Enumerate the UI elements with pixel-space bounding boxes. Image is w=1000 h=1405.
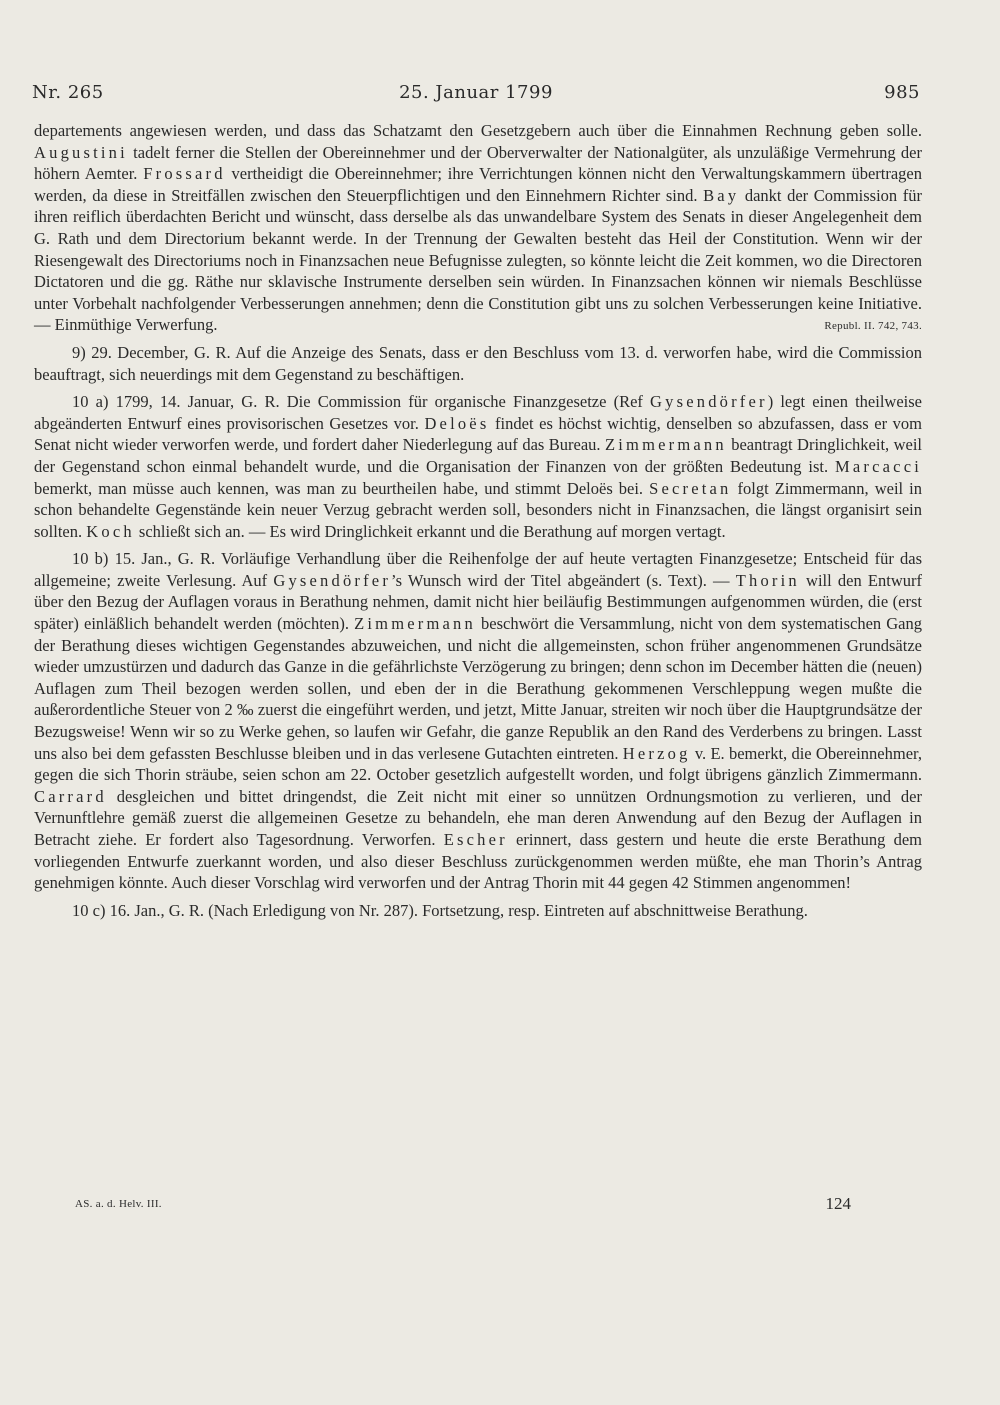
text-run: desgleichen und bittet dringendst, die Zeit nicht mit einer so unnützen Ordnungsmotion zu verlieren, und der Vernunftlehre gemäß zuerst die allgemeinen Gesetze zu behandeln, ehe man deren Anwendung auf den Bezug der Auflagen in Betracht ziehe. Er fordert also Tagesordnung. Verworfen. bbox=[34, 786, 922, 849]
text-run: 10 b) 15. Jan., G. R. Vorläufige Verhandlung über die Reihenfolge der auf heute vertagten Finanzgesetze; Entscheid für das allgemeine; zweite Verlesung. Auf bbox=[34, 549, 922, 590]
speaker-name: Escher bbox=[443, 830, 508, 849]
speaker-name: Gysendörfer bbox=[650, 392, 768, 412]
page-footer bbox=[75, 1194, 851, 1218]
paragraph-entry-10b bbox=[34, 548, 922, 894]
speaker-name: Zimmermann bbox=[354, 614, 476, 634]
text-run: bemerkt, man müsse auch kennen, was man zu beurtheilen habe, und stimmt Deloës bei. bbox=[34, 478, 650, 498]
running-header bbox=[32, 82, 920, 108]
text-run: 10 c) 16. Jan., G. R. (Nach Erledigung von Nr. 287). Fortsetzung, resp. Eintreten auf abschnittweise Berathung. bbox=[72, 900, 808, 920]
speaker-name: Carrard bbox=[34, 786, 107, 806]
text-run: erinnert, dass gestern und heute die erste Berathung dem vorliegenden Entwurfe zuerkannt worden, und also dieser Beschluss zurückgenommen werden müßte, ehe man Thorin’s Antrag genehmigen könnte. Auch dieser Vorschlag wird verworfen und der Antrag Thorin mit 44 gegen 42 Stimmen angenommen! bbox=[34, 830, 923, 893]
entry-number: Nr. 265 bbox=[32, 82, 104, 103]
speaker-name: Koch bbox=[86, 521, 135, 541]
header-date: 25. Januar 1799 bbox=[399, 82, 553, 103]
speaker-name: Zimmermann bbox=[604, 435, 727, 455]
text-run: 9) 29. December, G. R. Auf die Anzeige des Senats, dass er den Beschluss vom 13. d. verworfen habe, wird die Commission beauftragt, sich neuerdings mit dem Gegenstand zu beschäftigen. bbox=[34, 342, 922, 384]
text-run: beschwört die Versammlung, nicht von dem systematischen Gang der Berathung dieses wichtigen Gegenstandes abzuweichen, und nicht die allgemeinsten, schon früher angenommenen Grundsätze wieder umzustürzen und dadurch das Ganze in die gefährlichste Verzögerung zu bringen; denn schon im December hätten die (neuen) Auflagen zum Theil bezogen werden sollen, und eben der in die Berathung gekommenen Verschleppung wegen mußte die außerordentliche Steuer von 2 ‰ zuerst die eingeführt werden, und jetzt, Mitte Januar, streiten wir noch über die Hauptgrundsätze der Bezugsweise! Wenn wir so zu Werke gehen, so laufen wir Gefahr, die ganze Republik an den Rand des Verderbens zu bringen. Lasst uns also bei dem gefassten Beschlusse bleiben und in das verlesene Gutachten eintreten. bbox=[34, 614, 923, 763]
page-number: 985 bbox=[884, 82, 920, 103]
text-run: ) legt einen theilweise abgeänderten Entwurf eines provisorischen Gesetzes vor. bbox=[34, 392, 922, 433]
source-abbreviation: AS. a. d. Helv. III. bbox=[75, 1198, 162, 1210]
text-run: 10 a) 1799, 14. Januar, G. R. Die Commission für organische Finanzgesetze (Ref bbox=[72, 392, 651, 412]
text-run: schließt sich an. — Es wird Dringlichkeit erkannt und die Berathung auf morgen vertagt. bbox=[134, 521, 726, 541]
text-run: folgt Zimmermann, weil in schon behandelte Gegenstände kein neuer Verzug gebracht werden soll, besonders nicht in Finanzsachen, die längst organisirt sein sollten. bbox=[34, 478, 922, 541]
speaker-name: Frossard bbox=[143, 164, 226, 184]
text-run: vertheidigt die Obereinnehmer; ihre Verrichtungen können nicht den Verwaltungskammern übertragen werden, da diese in Streitfällen zwischen den Steuerpflichtigen und den Einnehmern Richter sind. bbox=[34, 164, 922, 205]
speaker-name: Secretan bbox=[649, 478, 732, 498]
paragraph-entry-10c bbox=[34, 900, 922, 922]
source-reference: Republ. II. 742, 743. bbox=[824, 320, 922, 333]
speaker-name: Marcacci bbox=[835, 456, 922, 476]
text-run: departements angewiesen werden, und dass das Schatzamt den Gesetzgebern auch über die Einnahmen Rechnung geben solle. bbox=[34, 121, 922, 140]
speaker-name: Bay bbox=[703, 185, 740, 205]
text-run: ’s Wunsch wird der Titel abgeändert (s. Text). — bbox=[391, 570, 736, 590]
body-text bbox=[34, 120, 922, 921]
speaker-name: Gysendörfer bbox=[273, 570, 392, 590]
speaker-name: Augustini bbox=[34, 142, 128, 162]
speaker-name: Deloës bbox=[424, 413, 490, 433]
speaker-name: Herzog bbox=[622, 743, 691, 763]
text-run: beantragt Dringlichkeit, weil der Gegenstand schon einmal behandelt wurde, und die Organisation der Finanzen von der größten Bedeutung ist. bbox=[34, 435, 922, 476]
sheet-signature: 124 bbox=[825, 1194, 851, 1213]
text-run: will den Entwurf über den Bezug der Auflagen voraus in Berathung nehmen, damit nicht hier beiläufig Bestimmungen aufgenommen würden, die (erst später) einläßlich behandelt werden (möchten). bbox=[34, 570, 922, 634]
text-run: dankt der Commission für ihren reiflich überdachten Bericht und wünscht, dass derselbe als das unwandelbare System des Senats in dieser Angelegenheit dem G. Rath und dem Directorium bekannt werde. In der Trennung der Gewalten besteht das Heil der Constitution. Wenn wir der Riesengewalt des Directoriums noch in Finanzsachen neue Befugnisse zulegten, so könnte leicht die Zeit kommen, wo die Directoren Dictatoren und die gg. Räthe nur sklavische Instrumente derselben sein würden. In Finanzsachen können wir niemals Beschlüsse unter Vorbehalt nachfolgender Verbesserungen annehmen; denn die Constitution gibt uns zu solchen Verbesserungen keine Initiative. — Einmüthige Verwerfung. bbox=[34, 185, 922, 335]
paragraph-continuation bbox=[34, 120, 922, 336]
paragraph-entry-9 bbox=[34, 342, 922, 385]
paragraph-entry-10a bbox=[34, 391, 922, 542]
text-run: v. E. bemerkt, die Obereinnehmer, gegen die sich Thorin sträube, seien schon am 22. October gesetzlich aufgestellt worden, und folgt übrigens gänzlich Zimmermann. bbox=[34, 743, 923, 785]
text-run: findet es höchst wichtig, denselben so abzufassen, dass er vom Senat nicht wieder verworfen werde, und fordert daher Niederlegung auf das Bureau. bbox=[34, 413, 922, 455]
text-run: tadelt ferner die Stellen der Obereinnehmer und der Oberverwalter der Nationalgüter, als unzuläßige Vermehrung der höhern Aemter. bbox=[34, 142, 922, 184]
speaker-name: Thorin bbox=[735, 570, 800, 590]
